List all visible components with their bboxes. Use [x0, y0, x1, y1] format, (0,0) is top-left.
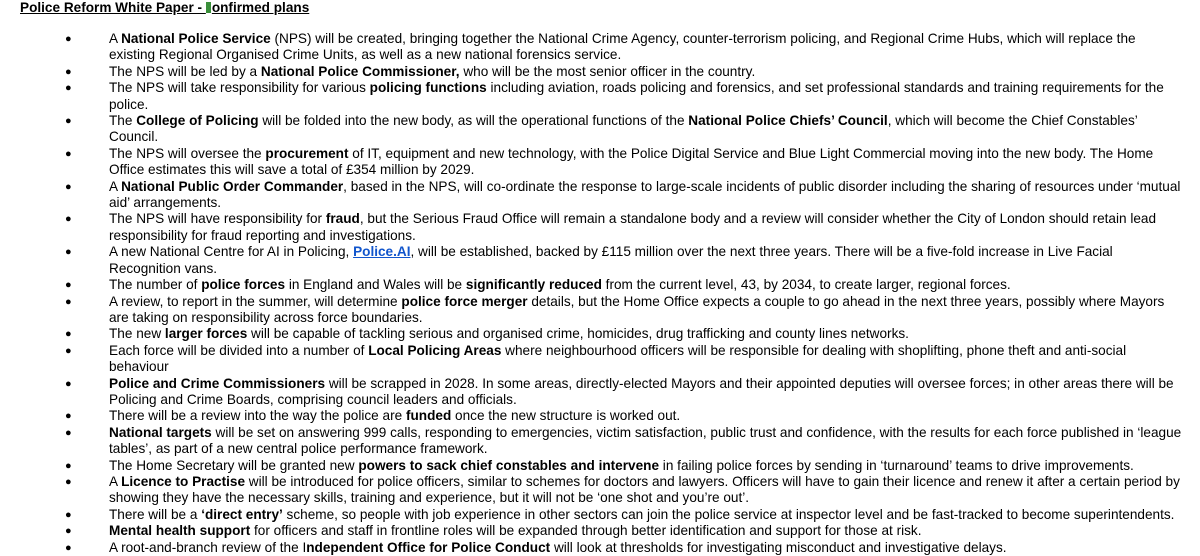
bold-phrase: larger forces [164, 326, 248, 342]
text-run: in England and Wales will be [285, 277, 466, 293]
list-item [0, 326, 1200, 342]
text-run: The NPS will have responsibility for [109, 211, 326, 227]
document-title [20, 0, 309, 16]
list-item [0, 113, 1200, 146]
text-run: The NPS will oversee the [109, 145, 266, 161]
text-run: , based in the NPS, will co-ordinate the response to large-scale incidents of public disorder including the sharing of resources under ‘mutual aid’ arrangements. [109, 178, 1181, 211]
text-run: The new [109, 326, 165, 342]
bullet-icon: ● [65, 33, 72, 45]
bullet-icon: ● [65, 525, 72, 538]
text-run: (NPS) will be created, bringing together the National Crime Agency, counter-terrorism policing, and Regional Crime Hubs, which will replace the existing Regional Organised Crime Units, as well as a new national forensics service. [109, 31, 1136, 63]
bold-phrase: Police and Crime Commissioners [109, 375, 326, 391]
text-run: including aviation, roads policing and forensics, and set professional standards and training requirements for the police. [109, 80, 1164, 112]
text-run: will be scrapped in 2028. In some areas, directly-elected Mayors and their appointed deputies will oversee forces; in other areas there will be Policing and Crime Boards, comprising council leaders and officials. [109, 375, 1174, 407]
bullet-icon: ● [65, 279, 72, 292]
bold-phrase: National targets [109, 424, 212, 440]
text-run: will be capable of tackling serious and organised crime, homicides, drug trafficking and county lines networks. [247, 326, 909, 342]
bold-phrase: police force merger [401, 293, 528, 309]
bullet-icon: ● [65, 508, 72, 521]
text-run: for officers and staff in frontline roles will be expanded through better identification and support for those at risk. [250, 523, 922, 539]
bold-phrase: Local Policing Areas [368, 342, 502, 358]
police-ai-link[interactable]: Police.AI [353, 244, 411, 260]
text-run: A [109, 473, 122, 489]
list-item [0, 31, 1200, 64]
list-item [0, 507, 1200, 523]
text-run: A review, to report in the summer, will determine [109, 293, 402, 309]
list-item [0, 146, 1200, 179]
bold-phrase: Mental health support [109, 523, 251, 539]
list-item [0, 343, 1200, 376]
bullet-icon: ● [65, 115, 72, 128]
bullet-icon: ● [65, 180, 72, 193]
bold-phrase: College of Policing [136, 113, 259, 129]
bold-phrase: ‘direct entry’ [201, 506, 283, 522]
bold-phrase: ndependent Office for Police Conduct [306, 539, 551, 555]
bullet-icon: ● [65, 426, 72, 439]
bullet-icon: ● [65, 213, 72, 226]
bullet-icon: ● [65, 410, 72, 423]
text-run: will look at thresholds for investigating misconduct and investigative delays. [550, 539, 1007, 555]
bullet-icon: ● [65, 65, 72, 78]
bullet-icon: ● [65, 246, 72, 259]
list-item [0, 211, 1200, 244]
bullet-icon: ● [65, 328, 72, 341]
plans-bullet-list [0, 31, 1200, 556]
list-item [0, 244, 1200, 277]
title-prefix: Police Reform White Paper - [20, 0, 206, 15]
text-run: There will be a review into the way the police are [109, 408, 406, 424]
bold-phrase: policing functions [369, 80, 487, 96]
bullet-icon: ● [65, 82, 72, 95]
text-run: A new National Centre for AI in Policing, [109, 244, 354, 260]
list-item [0, 425, 1200, 458]
list-item [0, 458, 1200, 474]
text-run: will be set on answering 999 calls, responding to emergencies, victim satisfaction, public trust and confidence, with the results for each force published in ‘league tables’, as part of a new central police performance framework. [109, 424, 1182, 457]
text-run: , which will become the Chief Constables’ Council. [109, 113, 1138, 145]
bold-phrase: Licence to Practise [121, 473, 246, 489]
text-run: The NPS will be led by a [109, 63, 261, 79]
list-item [0, 64, 1200, 80]
bold-phrase: funded [405, 408, 452, 424]
bullet-icon: ● [65, 147, 72, 160]
list-item [0, 523, 1200, 539]
text-run: The NPS will take responsibility for various [109, 80, 370, 96]
bold-phrase: National Police Chiefs’ Council [688, 113, 888, 129]
bold-phrase: powers to sack chief constables and intervene [358, 457, 660, 473]
list-item [0, 179, 1200, 212]
list-item [0, 80, 1200, 113]
text-run: from the current level, 43, by 2034, to create larger, regional forces. [601, 277, 1011, 293]
bullet-icon: ● [65, 344, 72, 357]
bold-phrase: police forces [201, 277, 286, 293]
bold-phrase: National Public Order Commander [121, 178, 344, 194]
title-suffix: onfirmed plans [211, 0, 310, 15]
list-item [0, 540, 1200, 556]
text-run: in failing police forces by sending in ‘turnaround’ teams to drive improvements. [659, 457, 1134, 473]
text-run: , will be established, backed by £115 million over the next three years. There will be a five-fold increase in Live Facial Recognition vans. [109, 244, 1113, 276]
text-run: A [109, 31, 122, 46]
text-run: The Home Secretary will be granted new [109, 457, 359, 473]
list-item [0, 277, 1200, 293]
text-run: Each force will be divided into a number of [109, 342, 369, 358]
bullet-icon: ● [65, 377, 72, 390]
text-run: of IT, equipment and new technology, with the Police Digital Service and Blue Light Commercial moving into the new body. The Home Office estimates this will save a total of £354 million by 2029. [109, 145, 1154, 178]
bold-phrase: procurement [265, 145, 349, 161]
text-run: details, but the Home Office expects a couple to go ahead in the next three years, possibly where Mayors are taking on responsibility across force boundaries. [109, 293, 1165, 325]
bold-phrase: National Police Commissioner, [260, 63, 460, 79]
text-run: There will be a [109, 506, 202, 522]
text-run: A [109, 178, 122, 194]
bold-phrase: fraud [325, 211, 360, 227]
bullet-icon: ● [65, 295, 72, 308]
text-run: scheme, so people with job experience in other sectors can join the police service at inspector level and be fast-tracked to become superintendents. [282, 506, 1175, 522]
text-run: The [109, 113, 137, 129]
text-run: A root-and-branch review of the I [109, 539, 307, 555]
bullet-icon: ● [65, 541, 72, 554]
bold-phrase: National Police Service [121, 31, 271, 46]
text-run: who will be the most senior officer in the country. [459, 63, 756, 79]
list-item [0, 294, 1200, 327]
bullet-icon: ● [65, 475, 72, 488]
text-cursor-icon [206, 2, 211, 13]
bold-phrase: significantly reduced [465, 277, 602, 293]
text-run: The number of [109, 277, 202, 293]
text-run: , but the Serious Fraud Office will remain a standalone body and a review will consider whether the City of London should retain lead responsibility for fraud reporting and investigations. [109, 211, 1157, 243]
list-item [0, 376, 1200, 409]
list-item [0, 408, 1200, 424]
text-run: will be introduced for police officers, similar to schemes for doctors and lawyers. Officers will have to gain their licence and renew it after a certain period by showing they have the necessary skills, training and experience, but it will not be ‘one shot and you’re out’. [109, 473, 1180, 506]
text-run: once the new structure is worked out. [451, 408, 681, 424]
text-run: where neighbourhood officers will be responsible for dealing with shoplifting, phone theft and anti-social behaviour [109, 342, 1127, 375]
text-run: will be folded into the new body, as will the operational functions of the [258, 113, 689, 129]
bullet-icon: ● [65, 459, 72, 472]
